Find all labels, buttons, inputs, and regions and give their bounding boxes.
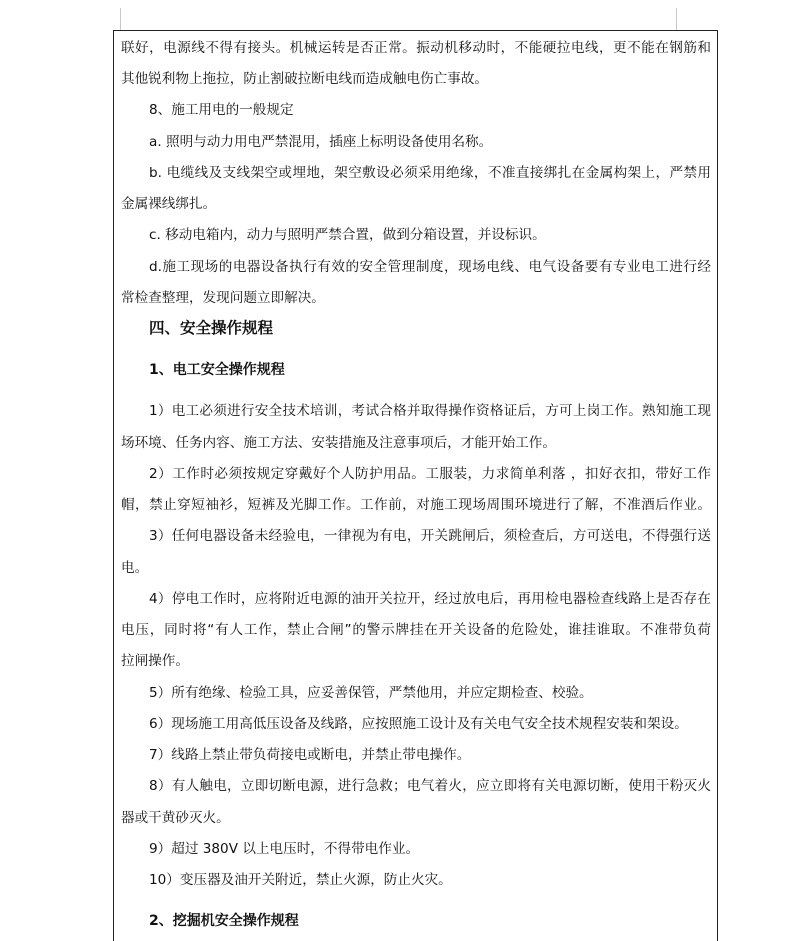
paragraph-line: 电。 <box>121 560 149 576</box>
rule-item-5: 5）所有绝缘、检验工具，应妥善保管，严禁他用，并应定期检查、校验。 <box>149 685 593 701</box>
rule-item-2: 2）工作时必须按规定穿戴好个人防护用品。工服装，力求简单利落 ，扣好衣扣，带好工作 <box>149 466 711 482</box>
paragraph-line: 场环境、任务内容、施工方法、安装措施及注意事项后，才能开始工作。 <box>121 435 556 451</box>
crop-mark-right <box>676 8 677 30</box>
rule-item-7: 7）线路上禁止带负荷接电或断电，并禁止带电操作。 <box>149 747 471 763</box>
rule-item-9: 9）超过 380V 以上电压时，不得带电作业。 <box>149 841 420 857</box>
paragraph-line: 电压，同时将“有人工作，禁止合闸”的警示牌挂在开关设备的危险处，谁挂谁取。不准带负荷 <box>121 622 711 638</box>
list-item-c: c. 移动电箱内，动力与照明严禁合置，做到分箱设置，并设标识。 <box>149 227 546 243</box>
section-heading: 四、安全操作规程 <box>149 319 274 337</box>
paragraph-line: 帽，禁止穿短袖衫，短裤及光脚工作。工作前，对施工现场周围环境进行了解，不准酒后作业。 <box>121 497 711 513</box>
rule-item-6: 6）现场施工用高低压设备及线路，应按照施工设计及有关电气安全技术规程安装和架设。 <box>149 716 688 732</box>
rule-item-1: 1）电工必须进行安全技术培训，考试合格并取得操作资格证后，方可上岗工作。熟知施工现 <box>149 403 711 419</box>
subsection-heading: 2、挖掘机安全操作规程 <box>149 913 299 929</box>
rule-item-8: 8）有人触电，立即切断电源，进行急救；电气着火，应立即将有关电源切断，使用干粉灭火 <box>149 778 711 794</box>
rule-item-3: 3）任何电器设备未经验电，一律视为有电，开关跳闸后，须检查后，方可送电，不得强行送 <box>149 528 711 544</box>
section-item-8: 8、施工用电的一般规定 <box>149 102 294 118</box>
document-table-cell <box>113 30 718 941</box>
list-item-b: b. 电缆线及支线架空或埋地，架空敷设必须采用绝缘，不准直接绑扎在金属构架上，严禁用 <box>149 165 711 181</box>
paragraph-line: 金属裸线绑扎。 <box>121 196 217 212</box>
paragraph-line: 其他锐利物上拖拉，防止割破拉断电线而造成触电伤亡事故。 <box>121 71 489 87</box>
subsection-heading: 1、电工安全操作规程 <box>149 362 285 378</box>
paragraph-line: 器或干黄砂灭火。 <box>121 810 230 826</box>
paragraph-line: 拉闸操作。 <box>121 653 189 669</box>
paragraph-line: 联好，电源线不得有接头。机械运转是否正常。振动机移动时，不能硬拉电线，更不能在钢筋和 <box>121 40 711 56</box>
list-item-a: a. 照明与动力用电严禁混用，插座上标明设备使用名称。 <box>149 134 493 150</box>
rule-item-4: 4）停电工作时，应将附近电源的油开关拉开，经过放电后，再用检电器检查线路上是否存在 <box>149 591 711 607</box>
crop-mark-left <box>120 8 121 30</box>
paragraph-line: 常检查整理，发现问题立即解决。 <box>121 290 325 306</box>
rule-item-10: 10）变压器及油开关附近，禁止火源，防止火灾。 <box>149 872 452 888</box>
list-item-d: d.施工现场的电器设备执行有效的安全管理制度，现场电线、电气设备要有专业电工进行经 <box>149 259 711 275</box>
